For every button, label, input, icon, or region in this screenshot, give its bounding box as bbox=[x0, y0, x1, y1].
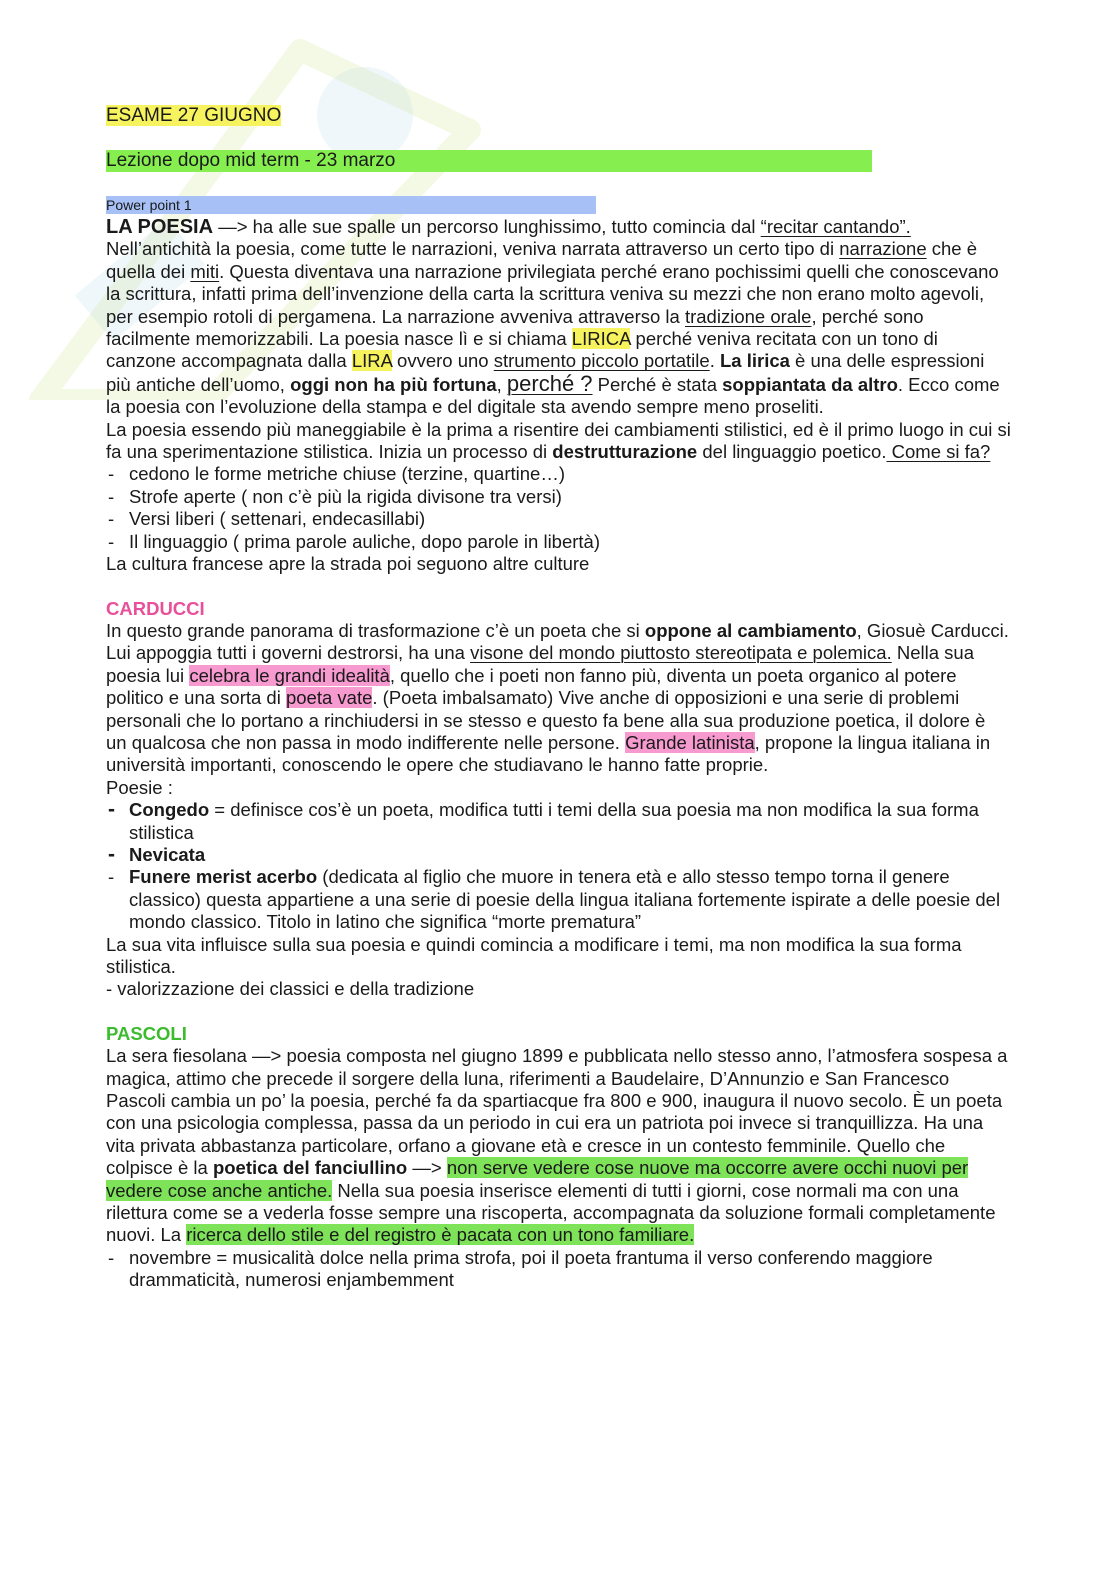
intro-paragraph: LA POESIA —> ha alle sue spalle un percorso lunghissimo, tutto comincia dal “recitar cantando”. Nell’antichità la poesia, come tutte le narrazioni, veniva narrata attraverso un certo tipo di narrazione che è quella dei miti. Questa diventava una narrazione privilegiata perché erano pochissimi quelli che conoscevano la scrittura, infatti prima dell’invenzione della carta la scrittura veniva su mezzi che non erano molto agevoli, per esempio rotoli di pergamena. La narrazione avveniva attraverso la tradizione orale, perché sono facilmente memorizzabili. La poesia nasce lì e si chiama LIRICA perché veniva recitata con un tono di canzone accompagnata dalla LIRA ovvero uno strumento piccolo portatile. La lirica è una delle espressioni più antiche dell’uomo, oggi non ha più fortuna, perché ? Perché è stata soppiantata da altro. Ecco come la poesia con l’evoluzione della stampa e del digitale sta avendo sempre meno proseliti. bbox=[106, 216, 1000, 418]
poesia-title: LA POESIA bbox=[106, 216, 214, 238]
list-item: - Strofe aperte ( non c’è più la rigida divisone tra versi) bbox=[106, 486, 1011, 508]
list-item: - Funere merist acerbo (dedicata al figlio che muore in tenera età e allo stesso tempo torna il genere classico) questa appartiene a una serie di poesie della lingua italiana fortemente ispirate a delle poesie del mondo classico. Titolo in latino che significa “morte prematura” bbox=[106, 866, 1011, 933]
carducci-title: CARDUCCI bbox=[106, 597, 205, 619]
list-item: - Versi liberi ( settenari, endecasillabi) bbox=[106, 508, 1011, 530]
pascoli-poems-list bbox=[106, 1247, 1011, 1292]
powerpoint-label: Power point 1 bbox=[106, 196, 596, 214]
poesie-label: Poesie : bbox=[106, 776, 173, 798]
carducci-paragraph-2: La sua vita influisce sulla sua poesia e quindi comincia a modificare i temi, ma non modifica la sua forma stilistica. bbox=[106, 933, 962, 977]
pascoli-paragraph-1: La sera fiesolana —> poesia composta nel giugno 1899 e pubblicata nello stesso anno, l’atmosfera sospesa a magica, attimo che precede il sorgere della luna, riferimenti a Baudelaire, D’Annunzio e San Francesco bbox=[106, 1045, 1008, 1089]
document-body bbox=[106, 216, 1011, 1292]
pascoli-paragraph-2: Pascoli cambia un po’ la poesia, perché fa da spartiacque fra 800 e 900, inaugura il nuovo secolo. È un poeta con una psicologia complessa, passa da un periodo in cui era un patriota poi invece si tranquillizza. Ha una vita privata abbastanza particolare, orfano a giovane età e cresce in un contesto femminile. Quello che colpisce è la poetica del fanciullino —> non serve vedere cose nuove ma occorre avere occhi nuovi per vedere cose anche antiche. Nella sua poesia inserisce elementi di tutti i giorni, cose normali ma con una rilettura come se a vederla fosse sempre una riscoperta, accompagnata da soluzione formali completamente nuovi. La ricerca dello stile e del registro è pacata con un tono familiare. bbox=[106, 1090, 1003, 1246]
metric-changes-list bbox=[106, 463, 1011, 553]
carducci-paragraph-3: - valorizzazione dei classici e della tradizione bbox=[106, 978, 475, 1000]
lesson-heading: Lezione dopo mid term - 23 marzo bbox=[106, 150, 872, 172]
carducci-poems-list bbox=[106, 799, 1011, 933]
list-item: - cedono le forme metriche chiuse (terzine, quartine…) bbox=[106, 463, 1011, 485]
list-item: - Il linguaggio ( prima parole auliche, dopo parole in libertà) bbox=[106, 531, 1011, 553]
exam-title: ESAME 27 GIUGNO bbox=[106, 105, 282, 126]
list-item: - Nevicata bbox=[106, 844, 1011, 866]
list-item: - novembre = musicalità dolce nella prima strofa, poi il poeta frantuma il verso conferendo maggiore drammaticità, numerosi enjambemment bbox=[106, 1247, 1011, 1292]
list-item: - Congedo = definisce cos’è un poeta, modifica tutti i temi della sua poesia ma non modifica la sua forma stilistica bbox=[106, 799, 1011, 844]
carducci-paragraph: In questo grande panorama di trasformazione c’è un poeta che si oppone al cambiamento, Giosuè Carducci. Lui appoggia tutti i governi destrorsi, ha una visone del mondo piuttosto stereotipata e polemica. Nella sua poesia lui celebra le grandi idealità, quello che i poeti non fanno più, diventa un poeta organico al potere politico e una sorta di poeta vate. (Poeta imbalsamato) Vive anche di opposizioni e una serie di problemi personali che lo portano a rinchiudersi in se stesso e questo fa bene alla sua produzione poetica, il dolore è un qualcosa che non passa in modo indifferente nelle persone. Grande latinista, propone la lingua italiana in università importanti, conoscendo le opere che studiavano le hanno fatte proprie. bbox=[106, 619, 1009, 776]
pascoli-title: PASCOLI bbox=[106, 1022, 187, 1044]
closing-line: La cultura francese apre la strada poi seguono altre culture bbox=[106, 553, 590, 575]
destrutturazione-paragraph: La poesia essendo più maneggiabile è la prima a risentire dei cambiamenti stilistici, ed è il primo luogo in cui si fa una sperimentazione stilistica. Inizia un processo di destrutturazione del linguaggio poetico. Come si fa? bbox=[106, 418, 1011, 463]
